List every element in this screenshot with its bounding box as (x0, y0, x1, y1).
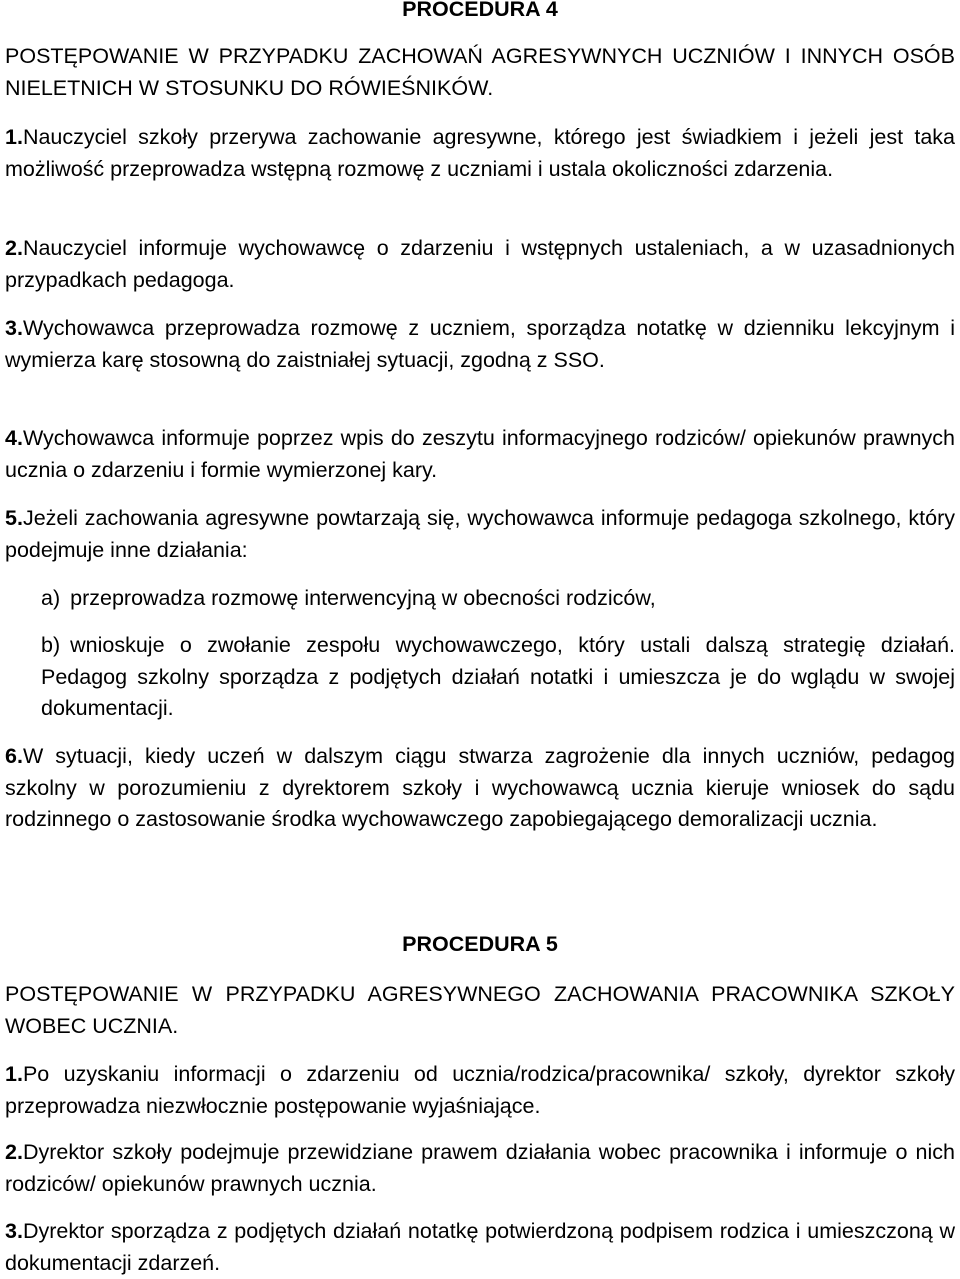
procedure-4-subitem-b (41, 630, 955, 725)
item-number: 1. (5, 1062, 23, 1086)
item-number: 2. (5, 236, 23, 260)
item-number: 2. (5, 1140, 23, 1164)
procedure-4-item-6 (5, 741, 955, 836)
item-text: W sytuacji, kiedy uczeń w dalszym ciągu stwarza zagrożenie dla innych uczniów, pedagog szkolny w porozumieniu z dyrektorem szkoły i wychowawcą ucznia kieruje wniosek do sądu rodzinnego o zastosowanie środka wychowawczego zapobiegającego demoralizacji ucznia. (5, 744, 955, 831)
procedure-4-heading: PROCEDURA 4 (402, 0, 558, 21)
subitem-text: wnioskuje o zwołanie zespołu wychowawczego, który ustali dalszą strategię działań. Pedagog szkolny sporządza z podjętych działań notatki i umieszcza je do wglądu w swojej dokumentacji. (41, 633, 955, 720)
item-number: 4. (5, 426, 23, 450)
procedure-5-item-3 (5, 1216, 955, 1279)
subitem-text: przeprowadza rozmowę interwencyjną w obecności rodziców, (70, 586, 656, 610)
item-number: 3. (5, 316, 23, 340)
item-text: Wychowawca przeprowadza rozmowę z uczniem, sporządza notatkę w dzienniku lekcyjnym i wymierza karę stosowną do zaistniałej sytuacji, zgodną z SSO. (5, 316, 955, 372)
procedure-5-heading: PROCEDURA 5 (402, 932, 558, 956)
procedure-4-item-3 (5, 313, 955, 376)
item-text: Dyrektor szkoły podejmuje przewidziane prawem działania wobec pracownika i informuje o nich rodziców/ opiekunów prawnych ucznia. (5, 1140, 955, 1196)
item-number: 5. (5, 506, 23, 530)
procedure-4-item-5 (5, 503, 955, 566)
item-text: Jeżeli zachowania agresywne powtarzają się, wychowawca informuje pedagoga szkolnego, który podejmuje inne działania: (5, 506, 955, 562)
item-text: Wychowawca informuje poprzez wpis do zeszytu informacyjnego rodziców/ opiekunów prawnych ucznia o zdarzeniu i formie wymierzonej kary. (5, 426, 955, 482)
procedure-4-item-4 (5, 423, 955, 486)
procedure-4-item-1 (5, 122, 955, 185)
procedure-4-item-2 (5, 233, 955, 296)
item-text: Po uzyskaniu informacji o zdarzeniu od ucznia/rodzica/pracownika/ szkoły, dyrektor szkoły przeprowadza niezwłocznie postępowanie wyjaśniające. (5, 1062, 955, 1118)
subitem-label: b) (41, 633, 61, 657)
item-text: Nauczyciel informuje wychowawcę o zdarzeniu i wstępnych ustaleniach, a w uzasadnionych przypadkach pedagoga. (5, 236, 955, 292)
item-number: 6. (5, 744, 23, 768)
item-text: Dyrektor sporządza z podjętych działań notatkę potwierdzoną podpisem rodzica i umieszczoną w dokumentacji zdarzeń. (5, 1219, 955, 1275)
procedure-4-title: POSTĘPOWANIE W PRZYPADKU ZACHOWAŃ AGRESYWNYCH UCZNIÓW I INNYCH OSÓB NIELETNICH W STOSUNKU DO RÓWIEŚNIKÓW. (5, 44, 955, 100)
procedure-5-item-2 (5, 1137, 955, 1200)
procedure-5-item-1 (5, 1059, 955, 1122)
procedure-5-title: POSTĘPOWANIE W PRZYPADKU AGRESYWNEGO ZACHOWANIA PRACOWNIKA SZKOŁY WOBEC UCZNIA. (5, 982, 955, 1038)
item-number: 1. (5, 125, 23, 149)
procedure-4-subitem-a (41, 583, 955, 615)
item-number: 3. (5, 1219, 23, 1243)
item-text: Nauczyciel szkoły przerywa zachowanie agresywne, którego jest świadkiem i jeżeli jest taka możliwość przeprowadza wstępną rozmowę z uczniami i ustala okoliczności zdarzenia. (5, 125, 955, 181)
subitem-label: a) (41, 586, 61, 610)
